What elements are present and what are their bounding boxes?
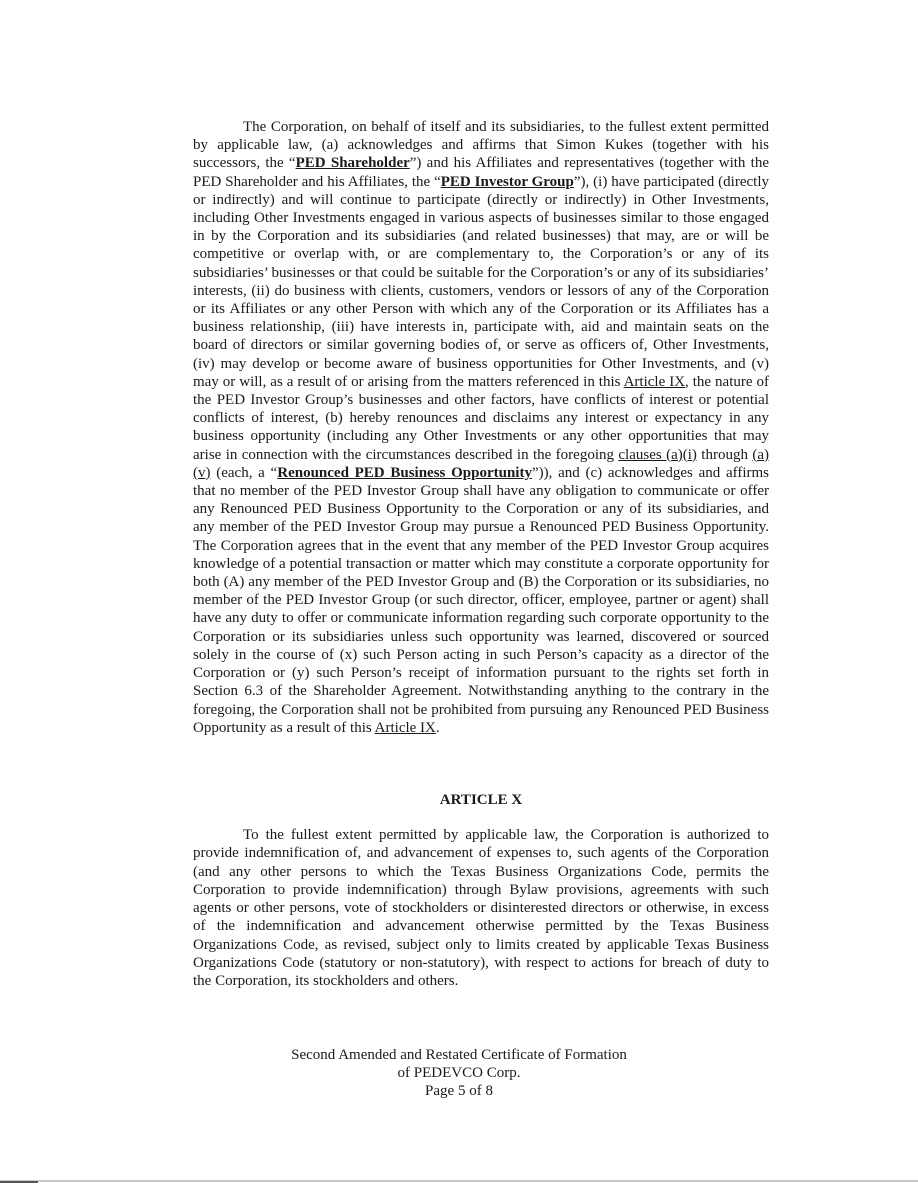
article-ix-paragraph bbox=[193, 118, 769, 737]
cross-reference-article-ix: Article IX bbox=[374, 719, 436, 736]
defined-term-ped-shareholder: PED Shareholder bbox=[295, 155, 410, 172]
page-footer bbox=[193, 1046, 725, 1100]
defined-term-renounced-opportunity: Renounced PED Business Opportunity bbox=[277, 464, 532, 481]
cross-reference-clause-av: (a)(v) bbox=[193, 446, 769, 481]
footer-company: of PEDEVCO Corp. bbox=[397, 1065, 521, 1081]
scan-edge-mark bbox=[0, 1181, 38, 1183]
text-run: (each, a “ bbox=[210, 464, 278, 481]
cross-reference-clauses: clauses (a)(i) bbox=[618, 446, 697, 463]
cross-reference-article-ix: Article IX bbox=[623, 373, 686, 390]
text-run: ”) and his Affiliates and representatives (together with the PED Shareholder and his Affiliates, the “ bbox=[193, 155, 769, 190]
article-x-heading: ARTICLE X bbox=[439, 792, 523, 808]
text-run: ”), (i) have participated (directly or indirectly) and will continue to participate (directly or indirectly) in Other Investments, including Other Investments engaged in various aspects of businesses similar to those engaged in by the Corporation and its subsidiaries (and related businesses) that may, are or will be competitive or overlap with, or are complementary to, the Corporation’s or any of its subsidiaries’ businesses or that could be suitable for the Corporation’s or any of its subsidiaries’ interests, (ii) do business with clients, customers, vendors or lessors of any of the Corporation or its Affiliates or any other Person with which any of the Corporation or its Affiliates has a business relationship, (iii) have interests in, participate with, aid and maintain seats on the board of directors or similar governing bodies of, or serve as officers of, Other Investments, (iv) may develop or become aware of business opportunities for Other Investments, and (v) may or will, as a result of or arising from the matters referenced in this bbox=[193, 173, 769, 390]
text-run: . bbox=[435, 719, 440, 736]
text-run: , the nature of the PED Investor Group’s businesses and other factors, have conflicts of interest or potential conflicts of interest, (b) hereby renounces and disclaims any interest or expectancy in any business opportunity (including any Other Investments or any other opportunities that may arise in connection with the circumstances described in the foregoing bbox=[193, 373, 769, 463]
defined-term-ped-investor-group: PED Investor Group bbox=[440, 173, 574, 190]
footer-document-title: Second Amended and Restated Certificate of Formation bbox=[291, 1047, 627, 1063]
text-run: The Corporation, on behalf of itself and its subsidiaries, to the fullest extent permitted by applicable law, (a) acknowledges and affirms that Simon Kukes (together with his successors, the “ bbox=[193, 119, 769, 172]
text-run: through bbox=[696, 446, 753, 463]
text-run: ”)), and (c) acknowledges and affirms that no member of the PED Investor Group shall have any obligation to communicate or offer any Renounced PED Business Opportunity to the Corporation or any of its subsidiaries, and any member of the PED Investor Group may pursue a Renounced PED Business Opportunity. The Corporation agrees that in the event that any member of the PED Investor Group acquires knowledge of a potential transaction or matter which may constitute a corporate opportunity for both (A) any member of the PED Investor Group and (B) the Corporation or its subsidiaries, no member of the PED Investor Group (or such director, officer, employee, partner or agent) shall have any duty to offer or communicate information regarding such corporate opportunity to the Corporation or its subsidiaries unless such opportunity was learned, discovered or sourced solely in the course of (x) such Person acting in such Person’s capacity as a director of the Corporation or (y) such Person’s receipt of information pursuant to the rights set forth in Section 6.3 of the Shareholder Agreement. Notwithstanding anything to the contrary in the foregoing, the Corporation shall not be prohibited from pursuing any Renounced PED Business Opportunity as a result of this bbox=[193, 464, 770, 736]
article-x-paragraph: To the fullest extent permitted by applicable law, the Corporation is authorized to provide indemnification of, and advancement of expenses to, such agents of the Corporation (and any other persons to which the Texas Business Organizations Code, permits the Corporation to provide indemnification) through Bylaw provisions, agreements with such agents or other persons, vote of stockholders or disinterested directors or otherwise, in excess of the indemnification and advancement otherwise permitted by the Texas Business Organizations Code, as revised, subject only to limits created by applicable Texas Business Organizations Code (statutory or non-statutory), with respect to actions for breach of duty to the Corporation, its stockholders and others. bbox=[193, 827, 769, 990]
scan-edge-line bbox=[0, 1180, 918, 1182]
footer-page-number: Page 5 of 8 bbox=[425, 1083, 493, 1099]
